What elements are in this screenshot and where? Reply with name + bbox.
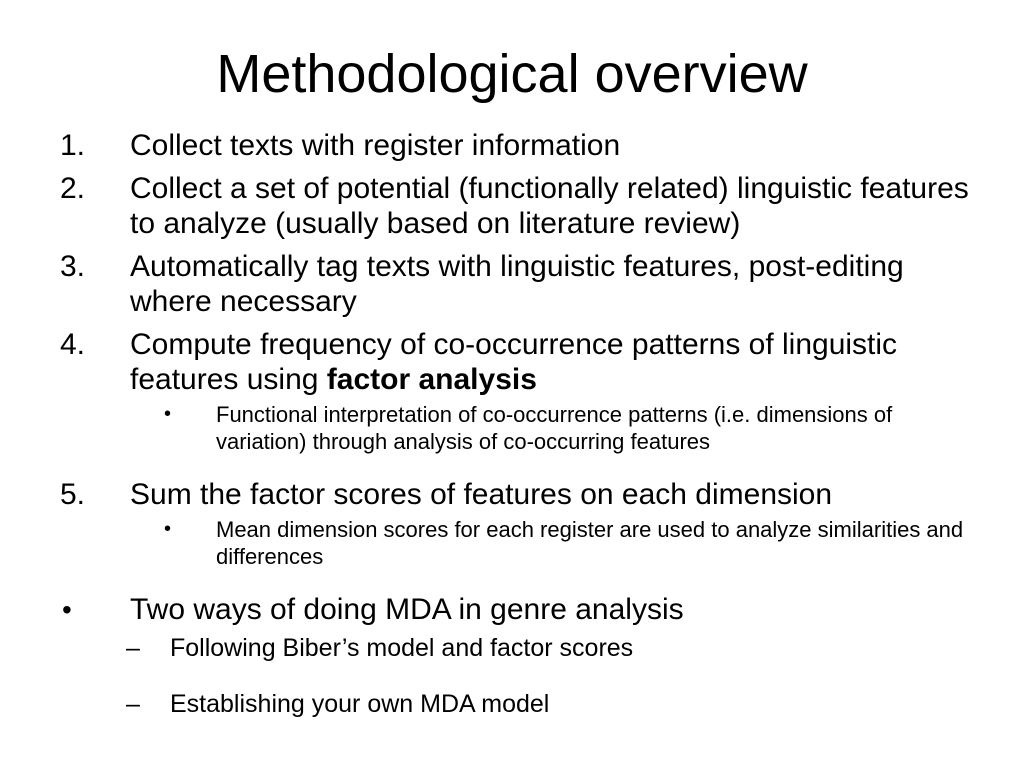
list-number: 3. xyxy=(60,250,86,283)
list-item-text: Sum the factor scores of features on each dimension xyxy=(130,478,833,511)
list-number: 1. xyxy=(60,129,86,162)
list-item-text: Collect a set of potential (functionally related) linguistic features to analyze (usually based on literature review) xyxy=(130,172,969,240)
list-item-6 xyxy=(58,592,988,627)
list-item-2 xyxy=(58,171,988,241)
list-number: 5. xyxy=(60,478,86,511)
sub-item-text: Following Biber’s model and factor scores xyxy=(170,634,634,662)
list-item-3 xyxy=(58,249,988,319)
outline-list xyxy=(58,128,988,745)
list-item-text: Collect texts with register information xyxy=(130,129,621,162)
list-item-text: Two ways of doing MDA in genre analysis xyxy=(130,593,684,626)
sub-item-5-1 xyxy=(58,516,988,570)
sub-item-4-1 xyxy=(58,401,988,455)
slide-title: Methodological overview xyxy=(216,44,808,104)
bullet-icon: • xyxy=(164,518,172,540)
sub-item-text: Mean dimension scores for each register are used to analyze similarities and differences xyxy=(216,517,964,569)
sub-item-6-2 xyxy=(58,689,988,720)
bold-term: factor analysis xyxy=(326,363,537,396)
bullet-icon: • xyxy=(62,594,72,625)
sub-item-6-1 xyxy=(58,633,988,664)
list-item-5 xyxy=(58,477,988,512)
bullet-icon: • xyxy=(164,403,172,425)
list-item-text: Compute frequency of co-occurrence patterns of linguistic features using xyxy=(130,328,898,396)
sub-item-text: Functional interpretation of co-occurrence patterns (i.e. dimensions of variation) through analysis of co-occurring features xyxy=(216,402,893,454)
dash-icon: – xyxy=(126,690,140,718)
list-number: 4. xyxy=(60,328,86,361)
dash-icon: – xyxy=(126,634,140,662)
sub-item-text: Establishing your own MDA model xyxy=(170,690,550,718)
list-item-1 xyxy=(58,128,988,163)
list-number: 2. xyxy=(60,172,86,205)
list-item-text: Automatically tag texts with linguistic features, post-editing where necessary xyxy=(130,250,904,318)
list-item-4 xyxy=(58,327,988,397)
